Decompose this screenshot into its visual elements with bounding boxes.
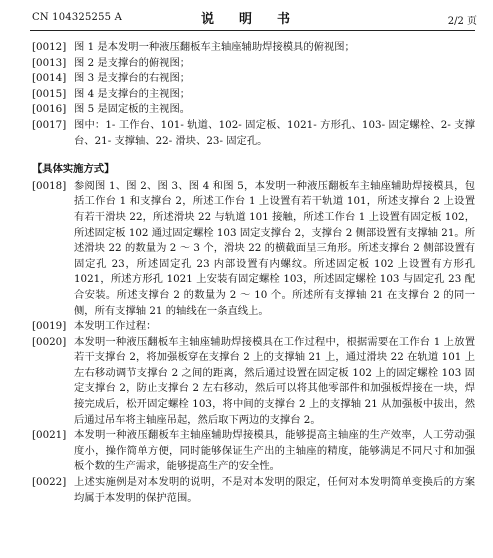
paragraph-0014 — [32, 71, 475, 87]
page-number: 2/2 页 — [447, 16, 477, 27]
paragraph-text: 图 4 是支撑台的主视图； — [74, 87, 191, 100]
paragraph-0016 — [32, 102, 475, 118]
document-number: CN 104325255 A — [32, 12, 123, 23]
paragraph-text: 图 2 是支撑台的俯视图； — [74, 56, 191, 69]
paragraph-text: 图 5 是固定板的主视图。 — [74, 103, 191, 116]
paragraph-0012 — [32, 40, 475, 56]
paragraph-0018 — [32, 179, 475, 319]
paragraph-number: [0013] — [32, 56, 67, 69]
paragraph-text: 图 3 是支撑台的右视图； — [74, 72, 191, 85]
paragraph-number: [0016] — [32, 103, 67, 116]
paragraph-0013 — [32, 56, 475, 72]
paragraph-text: 图中：1- 工作台、101- 轨道、102- 固定板、1021- 方形孔、103- 固定螺栓、2- 支撑台、21- 支撑轴、22- 滑块、23- 固定孔。 — [74, 118, 475, 147]
document-title: 说 明 书 — [200, 12, 296, 27]
paragraph-number: [0017] — [32, 118, 67, 131]
header-rule — [30, 30, 475, 31]
paragraph-text: 参阅图 1、图 2、图 3、图 4 和图 5，本发明一种液压翻板车主轴座辅助焊接模具，包括工作台 1 和支撑台 2，所述工作台 1 上设置有若干轨道 101，所述支撑台 2 上设置有若干滑块 22，所述滑块 22 与轨道 101 接触，所述工作台 1 上设置有固定板 102，所述固定板 102 通过固定螺栓 103 固定支撑台 2，支撑台 2 侧部设置有支撑轴 21。所述滑块 22 的数量为 2 ～ 3 个，滑块 22 的横截面呈三角形。所述支撑台 2 侧部设置有固定孔 23，所述固定孔 23 内部设置有内螺纹。所述固定板 102 上设置有方形孔 1021，所述方形孔 1021 上安装有固定螺栓 103，所述固定螺栓 103 与固定孔 23 配合安装。所述支撑台 2 的数量为 2 ～ 10 个。所述所有支撑轴 21 在支撑台 2 的同一侧，所有支撑轴 21 的轴线在一条直线上。 — [74, 179, 475, 317]
paragraph-number: [0020] — [32, 335, 67, 348]
page-header — [20, 8, 477, 28]
section-heading: 【具体实施方式】 — [32, 163, 115, 176]
paragraph-0015 — [32, 87, 475, 103]
paragraph-0017 — [32, 118, 475, 149]
document-body — [32, 40, 475, 506]
paragraph-number: [0012] — [32, 41, 67, 53]
paragraph-text: 本发明一种液压翻板车主轴座辅助焊接模具，能够提高主轴座的生产效率，人工劳动强度小，操作简单方便，同时能够保证生产出的主轴座的精度，能够满足不同尺寸和加强板个数的生产需求，能够提高生产的安全性。 — [74, 429, 475, 473]
paragraph-number: [0019] — [32, 320, 67, 333]
paragraph-0021 — [32, 428, 475, 475]
paragraph-number: [0015] — [32, 87, 67, 100]
paragraph-number: [0021] — [32, 429, 67, 442]
paragraph-text: 本发明一种液压翻板车主轴座辅助焊接模具在工作过程中，根据需要在工作台 1 上放置若干支撑台 2，将加强板穿在支撑台 2 上的支撑轴 21 上，通过滑块 22 在轨道 101 上左右移动调节支撑台 2 之间的距离，然后通过设置在固定板 102 上的固定螺栓 103 固定支撑台 2，防止支撑台 2 左右移动，然后可以将其他零部件和加强板焊接在一块，焊接完成后，松开固定螺栓 103，将中间的支撑台 2 上的支撑轴 21 从加强板中拔出，然后通过吊车将主轴座吊起，然后取下两边的支撑台 2。 — [74, 335, 475, 426]
paragraph-text: 上述实施例是对本发明的说明，不是对本发明的限定，任何对本发明简单变换后的方案均属于本发明的保护范围。 — [74, 476, 475, 504]
paragraph-0020 — [32, 335, 475, 429]
paragraph-number: [0014] — [32, 72, 67, 85]
paragraph-text: 本发明工作过程： — [74, 320, 157, 333]
paragraph-number: [0018] — [32, 179, 67, 192]
paragraph-text: 图 1 是本发明一种液压翻板车主轴座辅助焊接模具的俯视图； — [74, 41, 355, 53]
paragraph-number: [0022] — [32, 476, 67, 489]
paragraph-0022 — [32, 475, 475, 506]
paragraph-0019 — [32, 319, 475, 335]
